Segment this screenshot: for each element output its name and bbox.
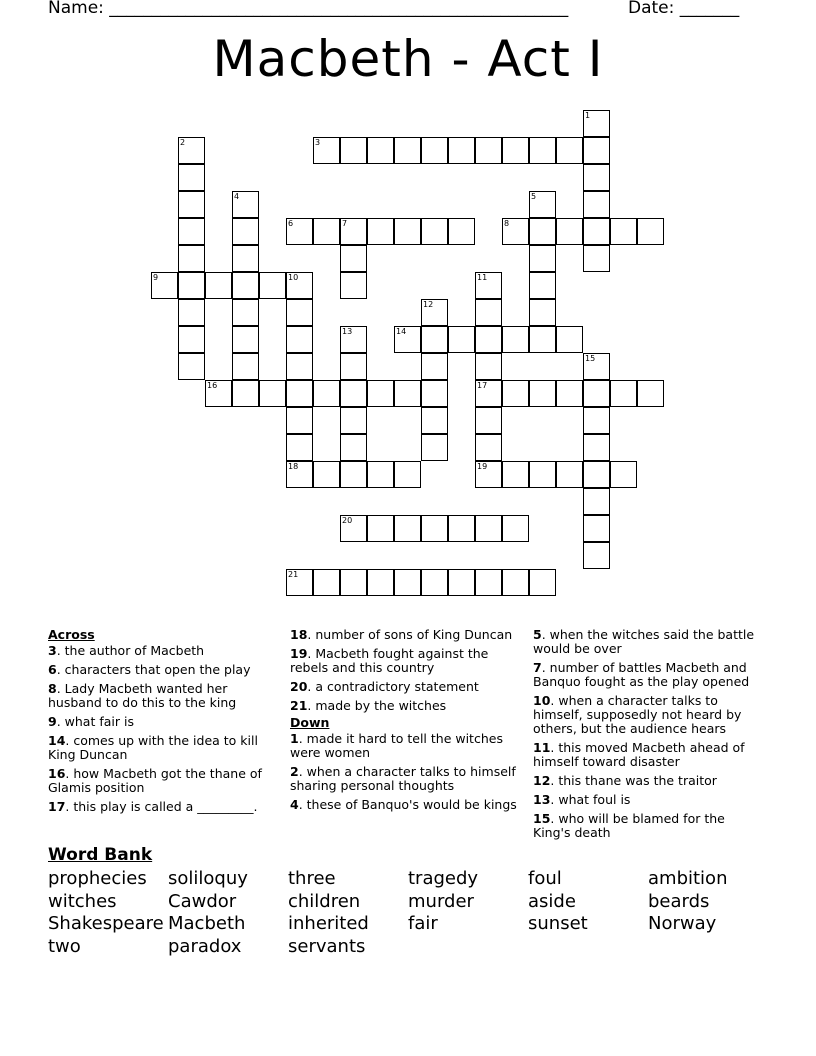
clue-item bbox=[290, 628, 520, 642]
clue-text: . these of Banquo's would be kings bbox=[298, 797, 517, 812]
grid-cell[interactable] bbox=[583, 245, 610, 272]
grid-cell[interactable] bbox=[340, 137, 367, 164]
clue-text: . Macbeth fought against the rebels and this country bbox=[290, 646, 489, 675]
clue-number: 18 bbox=[288, 462, 299, 471]
grid-cell[interactable] bbox=[367, 218, 394, 245]
clue-text: . the author of Macbeth bbox=[56, 643, 205, 658]
clue-item bbox=[533, 694, 763, 736]
clue-number: 1 bbox=[290, 731, 299, 746]
clue-number: 13 bbox=[533, 792, 551, 807]
name-field[interactable]: Name: ______________________________________________________ bbox=[48, 0, 569, 18]
grid-cell[interactable] bbox=[232, 218, 259, 245]
grid-cell[interactable] bbox=[421, 515, 448, 542]
grid-cell[interactable] bbox=[421, 326, 448, 353]
clue-number: 2 bbox=[290, 764, 299, 779]
clue-number: 4 bbox=[290, 797, 299, 812]
grid-cell[interactable] bbox=[367, 380, 394, 407]
clue-item bbox=[48, 644, 278, 658]
clue-number: 7 bbox=[342, 219, 348, 228]
grid-cell[interactable] bbox=[421, 137, 448, 164]
clue-number: 15 bbox=[585, 354, 596, 363]
grid-cell[interactable] bbox=[583, 137, 610, 164]
grid-cell[interactable] bbox=[394, 569, 421, 596]
grid-cell[interactable] bbox=[340, 461, 367, 488]
clue-item bbox=[290, 680, 520, 694]
grid-cell[interactable] bbox=[178, 272, 205, 299]
grid-cell[interactable] bbox=[178, 299, 205, 326]
grid-cell[interactable] bbox=[529, 218, 556, 245]
clue-item bbox=[48, 767, 278, 795]
clue-item bbox=[290, 699, 520, 713]
word-bank-word: soliloquy bbox=[168, 868, 248, 889]
grid-cell[interactable] bbox=[340, 407, 367, 434]
grid-cell[interactable] bbox=[502, 461, 529, 488]
grid-cell[interactable] bbox=[448, 515, 475, 542]
word-bank-word: three bbox=[288, 868, 336, 889]
grid-cell[interactable] bbox=[529, 569, 556, 596]
word-bank-word: prophecies bbox=[48, 868, 147, 889]
grid-cell[interactable] bbox=[313, 569, 340, 596]
clue-number: 5 bbox=[533, 627, 542, 642]
clue-item bbox=[290, 732, 520, 760]
grid-cell[interactable] bbox=[610, 461, 637, 488]
grid-cell[interactable] bbox=[556, 461, 583, 488]
clue-number: 5 bbox=[531, 192, 537, 201]
grid-cell[interactable] bbox=[340, 245, 367, 272]
clue-number: 6 bbox=[288, 219, 294, 228]
clue-text: . who will be blamed for the King's death bbox=[533, 811, 725, 840]
clue-text: . what foul is bbox=[550, 792, 631, 807]
clue-number: 17 bbox=[48, 799, 66, 814]
grid-cell[interactable] bbox=[475, 569, 502, 596]
grid-cell[interactable] bbox=[448, 569, 475, 596]
clue-text: . made it hard to tell the witches were women bbox=[290, 731, 503, 760]
grid-cell[interactable] bbox=[475, 326, 502, 353]
clue-item bbox=[48, 734, 278, 762]
clue-number: 2 bbox=[180, 138, 186, 147]
grid-cell[interactable] bbox=[421, 353, 448, 380]
grid-cell[interactable] bbox=[313, 461, 340, 488]
word-bank-word: murder bbox=[408, 890, 474, 912]
grid-cell[interactable] bbox=[529, 245, 556, 272]
grid-cell[interactable] bbox=[475, 434, 502, 461]
grid-cell[interactable] bbox=[583, 191, 610, 218]
grid-cell[interactable] bbox=[583, 407, 610, 434]
grid-cell[interactable] bbox=[340, 272, 367, 299]
grid-cell[interactable] bbox=[529, 461, 556, 488]
grid-cell[interactable] bbox=[205, 272, 232, 299]
clue-item bbox=[48, 800, 278, 814]
clue-number: 8 bbox=[48, 681, 57, 696]
grid-cell[interactable] bbox=[583, 380, 610, 407]
grid-cell[interactable] bbox=[259, 272, 286, 299]
grid-cell[interactable] bbox=[286, 434, 313, 461]
grid-cell[interactable] bbox=[286, 407, 313, 434]
grid-cell[interactable] bbox=[448, 137, 475, 164]
clue-text: . when the witches said the battle would be over bbox=[533, 627, 755, 656]
clue-text: . when a character talks to himself, supposedly not heard by others, but the audience hears bbox=[533, 693, 742, 736]
clue-number: 12 bbox=[533, 773, 551, 788]
clue-item bbox=[290, 798, 520, 812]
clue-number: 4 bbox=[234, 192, 240, 201]
clue-text: . a contradictory statement bbox=[307, 679, 479, 694]
clues-column-2 bbox=[290, 628, 520, 817]
clue-number: 20 bbox=[342, 516, 353, 525]
clue-number: 19 bbox=[290, 646, 308, 661]
clue-number: 10 bbox=[533, 693, 551, 708]
grid-cell[interactable] bbox=[637, 380, 664, 407]
grid-cell[interactable] bbox=[394, 380, 421, 407]
grid-cell[interactable] bbox=[178, 353, 205, 380]
clue-item bbox=[48, 663, 278, 677]
grid-cell[interactable] bbox=[178, 326, 205, 353]
grid-cell[interactable] bbox=[475, 299, 502, 326]
grid-cell[interactable] bbox=[637, 218, 664, 245]
clue-text: . this play is called a _________. bbox=[65, 799, 258, 814]
grid-cell[interactable] bbox=[475, 407, 502, 434]
grid-cell[interactable] bbox=[448, 326, 475, 353]
word-bank-word: fair bbox=[408, 913, 438, 934]
grid-cell[interactable] bbox=[502, 380, 529, 407]
clue-number: 19 bbox=[477, 462, 488, 471]
clue-number: 1 bbox=[585, 111, 591, 120]
grid-cell[interactable] bbox=[232, 380, 259, 407]
grid-cell[interactable] bbox=[529, 137, 556, 164]
grid-cell[interactable] bbox=[583, 461, 610, 488]
grid-cell[interactable] bbox=[286, 353, 313, 380]
grid-cell[interactable] bbox=[448, 218, 475, 245]
grid-cell[interactable] bbox=[529, 272, 556, 299]
grid-cell[interactable] bbox=[340, 353, 367, 380]
clue-number: 12 bbox=[423, 300, 434, 309]
grid-cell[interactable] bbox=[583, 515, 610, 542]
grid-cell[interactable] bbox=[556, 218, 583, 245]
clue-number: 6 bbox=[48, 662, 57, 677]
clue-item bbox=[533, 661, 763, 689]
clue-number: 9 bbox=[48, 714, 57, 729]
grid-cell[interactable] bbox=[178, 164, 205, 191]
clue-item bbox=[533, 812, 763, 840]
grid-cell[interactable] bbox=[556, 326, 583, 353]
grid-cell[interactable] bbox=[502, 569, 529, 596]
clue-text: . number of sons of King Duncan bbox=[307, 627, 513, 642]
grid-cell[interactable] bbox=[232, 299, 259, 326]
word-bank-word: Shakespeare bbox=[48, 913, 164, 934]
grid-cell[interactable] bbox=[286, 299, 313, 326]
clue-item bbox=[48, 715, 278, 729]
grid-cell[interactable] bbox=[583, 164, 610, 191]
grid-cell[interactable] bbox=[232, 353, 259, 380]
grid-cell[interactable] bbox=[583, 218, 610, 245]
word-bank-word: paradox bbox=[168, 935, 242, 957]
grid-cell[interactable] bbox=[367, 461, 394, 488]
grid-cell[interactable] bbox=[502, 515, 529, 542]
grid-cell[interactable] bbox=[421, 569, 448, 596]
grid-cell[interactable] bbox=[367, 137, 394, 164]
grid-cell[interactable] bbox=[394, 218, 421, 245]
down-heading: Down bbox=[290, 715, 330, 730]
grid-cell[interactable] bbox=[313, 218, 340, 245]
word-bank-word: Cawdor bbox=[168, 890, 237, 912]
grid-cell[interactable] bbox=[421, 407, 448, 434]
grid-cell[interactable] bbox=[475, 137, 502, 164]
clue-number: 7 bbox=[533, 660, 542, 675]
grid-cell[interactable] bbox=[340, 434, 367, 461]
clue-number: 14 bbox=[48, 733, 66, 748]
grid-cell[interactable] bbox=[286, 326, 313, 353]
word-bank-word: children bbox=[288, 890, 361, 912]
grid-cell[interactable] bbox=[178, 218, 205, 245]
clue-number: 21 bbox=[290, 698, 308, 713]
grid-cell[interactable] bbox=[394, 137, 421, 164]
page-title: Macbeth - Act I bbox=[212, 30, 604, 88]
grid-cell[interactable] bbox=[421, 218, 448, 245]
clue-number: 16 bbox=[48, 766, 66, 781]
clue-number: 16 bbox=[207, 381, 218, 390]
clue-item bbox=[48, 682, 278, 710]
word-bank-word: sunset bbox=[528, 913, 588, 934]
grid-cell[interactable] bbox=[475, 515, 502, 542]
word-bank-word: Macbeth bbox=[168, 913, 246, 934]
grid-cell[interactable] bbox=[610, 380, 637, 407]
clue-text: . number of battles Macbeth and Banquo fought as the play opened bbox=[533, 660, 750, 689]
clue-text: . characters that open the play bbox=[56, 662, 251, 677]
grid-cell[interactable] bbox=[394, 461, 421, 488]
grid-cell[interactable] bbox=[313, 380, 340, 407]
word-bank-word: witches bbox=[48, 890, 117, 912]
word-bank-word: inherited bbox=[288, 913, 369, 934]
clue-item bbox=[533, 628, 763, 656]
date-field[interactable]: Date: _______ bbox=[628, 0, 740, 18]
clue-text: . Lady Macbeth wanted her husband to do this to the king bbox=[48, 681, 237, 710]
clue-text: . what fair is bbox=[56, 714, 134, 729]
grid-cell[interactable] bbox=[340, 380, 367, 407]
clue-text: . this moved Macbeth ahead of himself toward disaster bbox=[533, 740, 745, 769]
grid-cell[interactable] bbox=[502, 137, 529, 164]
clue-number: 17 bbox=[477, 381, 488, 390]
grid-cell[interactable] bbox=[529, 380, 556, 407]
word-bank-word: beards bbox=[648, 890, 710, 912]
clue-number: 8 bbox=[504, 219, 510, 228]
clue-text: . comes up with the idea to kill King Duncan bbox=[48, 733, 258, 762]
clue-number: 9 bbox=[153, 273, 159, 282]
clue-number: 3 bbox=[315, 138, 321, 147]
grid-cell[interactable] bbox=[259, 380, 286, 407]
clues-column-1 bbox=[48, 628, 278, 819]
grid-cell[interactable] bbox=[232, 326, 259, 353]
clue-number: 21 bbox=[288, 570, 299, 579]
grid-cell[interactable] bbox=[610, 218, 637, 245]
grid-cell[interactable] bbox=[367, 515, 394, 542]
clue-number: 14 bbox=[396, 327, 407, 336]
word-bank-title: Word Bank bbox=[48, 845, 153, 865]
grid-cell[interactable] bbox=[421, 434, 448, 461]
word-bank-word: servants bbox=[288, 935, 366, 957]
grid-cell[interactable] bbox=[232, 272, 259, 299]
header bbox=[48, 0, 768, 22]
grid-cell[interactable] bbox=[556, 137, 583, 164]
clue-number: 13 bbox=[342, 327, 353, 336]
grid-cell[interactable] bbox=[421, 380, 448, 407]
grid-cell[interactable] bbox=[232, 245, 259, 272]
grid-cell[interactable] bbox=[583, 488, 610, 515]
clue-text: . this thane was the traitor bbox=[550, 773, 717, 788]
clue-number: 10 bbox=[288, 273, 299, 282]
grid-cell[interactable] bbox=[556, 380, 583, 407]
grid-cell[interactable] bbox=[394, 515, 421, 542]
word-bank-word: aside bbox=[528, 890, 576, 912]
clue-item bbox=[533, 741, 763, 769]
grid-cell[interactable] bbox=[286, 380, 313, 407]
word-bank-word: Norway bbox=[648, 913, 717, 934]
clue-number: 11 bbox=[477, 273, 488, 282]
across-heading: Across bbox=[48, 627, 95, 642]
clue-number: 15 bbox=[533, 811, 551, 826]
word-bank-word: tragedy bbox=[408, 868, 479, 889]
grid-cell[interactable] bbox=[529, 326, 556, 353]
word-bank-word: two bbox=[48, 935, 81, 957]
grid-cell[interactable] bbox=[529, 299, 556, 326]
clue-number: 18 bbox=[290, 627, 308, 642]
grid-cell[interactable] bbox=[583, 542, 610, 569]
grid-cell[interactable] bbox=[178, 191, 205, 218]
clue-item bbox=[533, 793, 763, 807]
clue-number: 3 bbox=[48, 643, 57, 658]
word-bank-word: ambition bbox=[648, 868, 728, 889]
word-bank-word: foul bbox=[528, 868, 562, 889]
grid-cell[interactable] bbox=[583, 434, 610, 461]
clue-item bbox=[290, 765, 520, 793]
grid-cell[interactable] bbox=[475, 353, 502, 380]
clue-text: . made by the witches bbox=[307, 698, 447, 713]
clue-text: . how Macbeth got the thane of Glamis position bbox=[48, 766, 262, 795]
clue-number: 20 bbox=[290, 679, 308, 694]
grid-cell[interactable] bbox=[367, 569, 394, 596]
grid-cell[interactable] bbox=[178, 245, 205, 272]
clue-number: 11 bbox=[533, 740, 551, 755]
clue-item bbox=[290, 647, 520, 675]
clue-text: . when a character talks to himself sharing personal thoughts bbox=[290, 764, 516, 793]
clues-column-3 bbox=[533, 628, 763, 845]
clue-item bbox=[533, 774, 763, 788]
grid-cell[interactable] bbox=[502, 326, 529, 353]
grid-cell[interactable] bbox=[340, 569, 367, 596]
